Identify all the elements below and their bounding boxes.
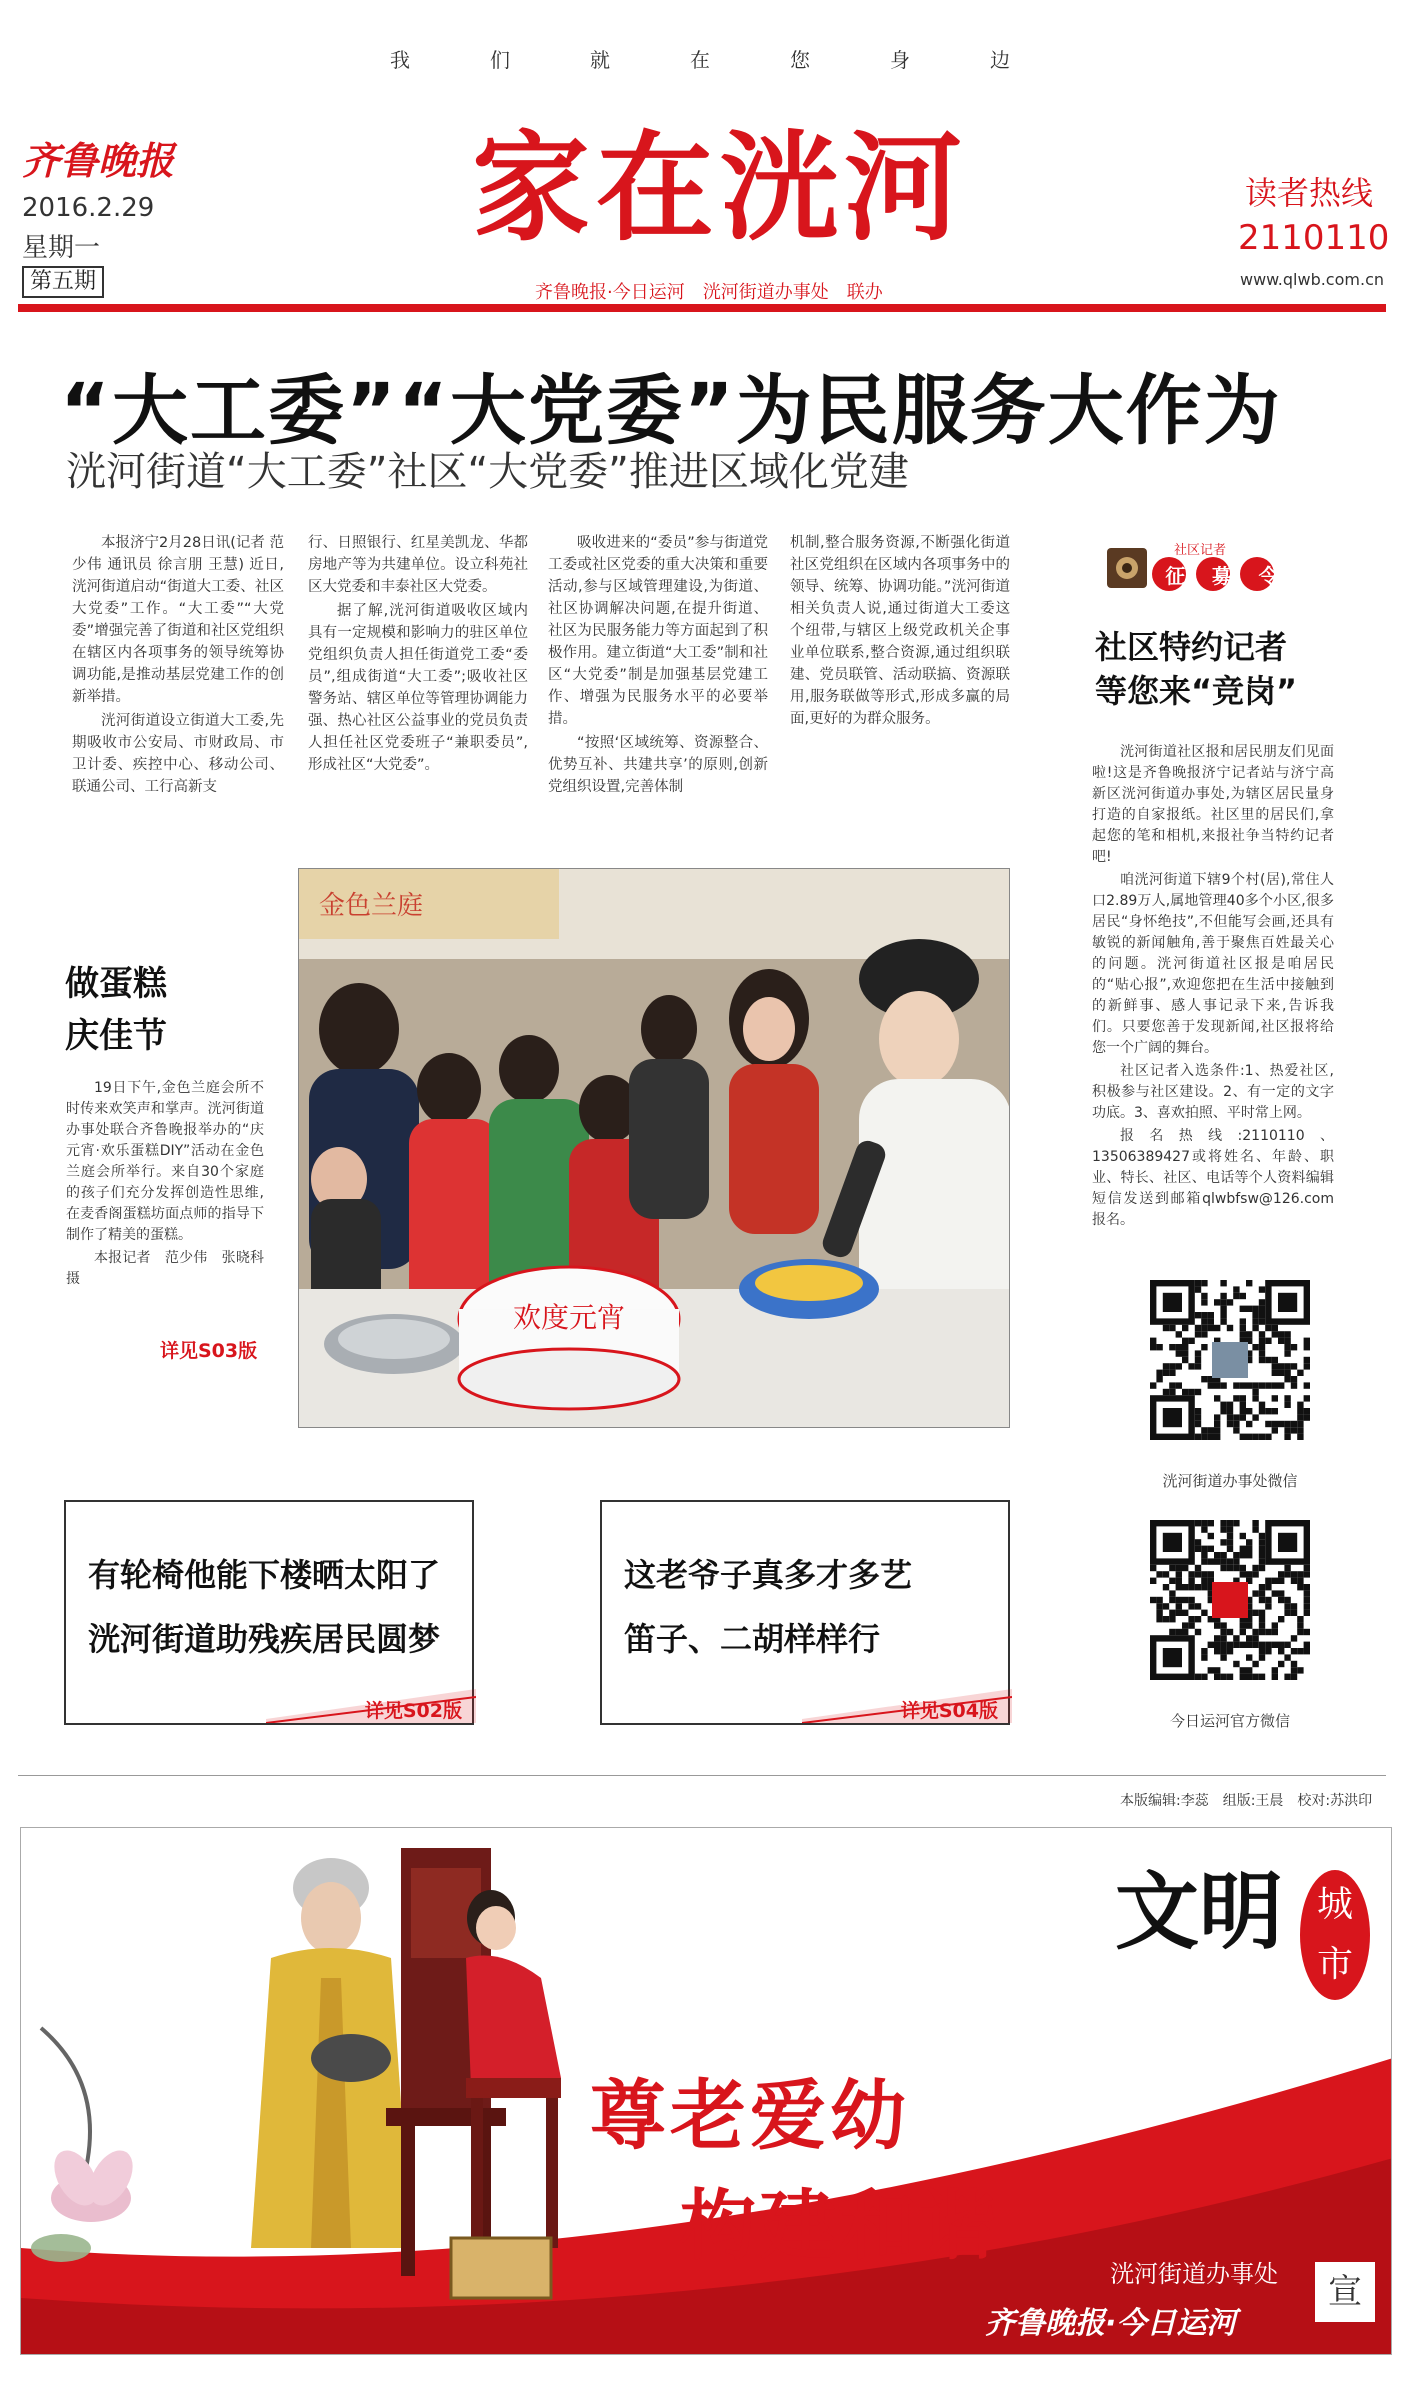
teaser-headline: 笛子、二胡样样行 xyxy=(624,1620,881,1658)
qr-caption-yunhe: 今日运河官方微信 xyxy=(1169,1712,1290,1730)
cake-title-line: 做蛋糕 xyxy=(65,964,167,1004)
masthead-partners: 齐鲁晚报·今日运河 洸河街道办事处 联办 xyxy=(535,282,883,303)
teaser-box-s04[interactable] xyxy=(600,1500,1010,1725)
qr-code-jiedao[interactable] xyxy=(1150,1280,1310,1440)
teaser-headline: 有轮椅他能下楼晒太阳了 xyxy=(88,1556,441,1594)
cake-title xyxy=(65,958,167,1062)
slogan-char: 您 xyxy=(790,48,810,72)
badge-char: 令 xyxy=(1258,564,1279,588)
photo-banner-text: 金色兰庭 xyxy=(319,891,424,921)
lead-paragraph: 本报济宁2月28日讯(记者 范少伟 通讯员 徐言朋 王慧) 近日,洸河街道启动“街道大工委、社区大党委”工作。“大工委”“大党委”增强完善了街道和社区党组织在辖区内各项事务的领导统筹协调功能,是推动基层党建工作的创新举措。 xyxy=(72,535,284,705)
ad-city-char xyxy=(1300,1875,1370,1995)
page-credits: 本版编辑:李蕊 组版:王晨 校对:苏洪印 xyxy=(1120,1793,1373,1809)
city-char: 城 xyxy=(1316,1884,1353,1925)
recruit-paragraph: 洸河街道社区报和居民朋友们见面啦!这是齐鲁晚报济宁记者站与济宁高新区洸河街道办事处,为辖区居民量身打造的自家报纸。社区里的居民们,拿起您的笔和相机,来报社争当特约记者吧! xyxy=(1092,744,1334,865)
recruit-badge xyxy=(1105,540,1295,596)
cake-story xyxy=(66,1078,278,1292)
ad-slogan-2: 构建和谐 xyxy=(680,2181,1000,2270)
cake-lettering: 欢度元宵 xyxy=(512,1301,626,1334)
recruit-title-line: 等您来“竞岗” xyxy=(1095,672,1298,710)
recruit-badge-big xyxy=(1152,560,1292,589)
recruit-title-line: 社区特约记者 xyxy=(1095,628,1288,666)
masthead-title: 家在洸河 xyxy=(471,118,968,257)
lead-subhead: 洸河街道“大工委”社区“大党委”推进区域化党建 xyxy=(66,449,909,495)
lead-column-3 xyxy=(548,532,768,800)
brand-logo: 齐鲁晚报 xyxy=(22,138,175,183)
teaser-box-s02[interactable] xyxy=(64,1500,474,1725)
slogan-char: 就 xyxy=(590,48,610,72)
issue-number: 第五期 xyxy=(22,266,104,298)
ad-brand: 齐鲁晚报·今日运河 xyxy=(985,2306,1237,2341)
qr-code-yunhe[interactable] xyxy=(1150,1520,1310,1680)
city-char: 市 xyxy=(1316,1944,1353,1985)
lead-paragraph: “按照‘区域统筹、资源整合、优势互补、共建共享’的原则,创新党组织设置,完善体制 xyxy=(548,735,768,795)
teaser-see-more[interactable]: 详见S02版 xyxy=(364,1700,462,1722)
lead-paragraph: 洸河街道设立街道大工委,先期吸收市公安局、市财政局、市卫计委、疾控中心、移动公司、联通公司、工行高新支 xyxy=(72,713,284,795)
hotline-label: 读者热线 xyxy=(1245,174,1374,212)
badge-char: 募 xyxy=(1211,564,1232,588)
ad-wenming: 文明 xyxy=(1115,1862,1284,1961)
issue-weekday: 星期一 xyxy=(22,233,101,263)
lead-column-4 xyxy=(790,532,1010,732)
ad-slogan-1: 尊老爱幼 xyxy=(590,2071,910,2160)
issue-date: 2016.2.29 xyxy=(22,193,155,223)
cake-see-more[interactable]: 详见S03版 xyxy=(160,1340,258,1362)
hotline-number: 2110110 xyxy=(1238,218,1390,258)
teaser-headline: 这老爷子真多才多艺 xyxy=(624,1556,913,1594)
lead-paragraph: 行、日照银行、红星美凯龙、华都房地产等为共建单位。设立科苑社区大党委和丰泰社区大党委。 xyxy=(308,535,528,595)
website-link[interactable]: www.qlwb.com.cn xyxy=(1240,270,1384,289)
lotus-painting xyxy=(31,2028,142,2262)
masthead-rule xyxy=(18,304,1386,312)
recruit-paragraph: 报名热线:2110110、13506389427或将姓名、年龄、职业、特长、社区、电话等个人资料编辑短信发送到邮箱qlwbfsw@126.com报名。 xyxy=(1092,1128,1334,1228)
slogan-char: 们 xyxy=(490,48,510,72)
cake-event-photo xyxy=(298,868,1010,1428)
recruit-paragraph: 咱洸河街道下辖9个村(居),常住人口2.89万人,属地管理40多个小区,很多居民“身怀绝技”,不但能写会画,还具有敏锐的新闻触角,善于聚焦百姓最关心的问题。洸河街道社区报是咱居民的“贴心报”,欢迎您把在生活中接触到的新鲜事、感人事记录下来,告诉我们。只要您善于发现新闻,社区报将给您一个广阔的舞台。 xyxy=(1092,872,1334,1056)
ad-organizer: 洸河街道办事处 xyxy=(1110,2260,1278,2288)
cake-paragraph: 19日下午,金色兰庭会所不时传来欢笑声和掌声。洸河街道办事处联合齐鲁晚报举办的“庆元宵·欢乐蛋糕DIY”活动在金色兰庭会所举行。来自30个家庭的孩子们充分发挥创造性思维,在麦香阁蛋糕坊面点师的指导下制作了精美的蛋糕。 xyxy=(66,1080,264,1243)
badge-char: 征 xyxy=(1165,564,1186,588)
slogan-char: 边 xyxy=(990,48,1010,72)
teaser-see-more[interactable]: 详见S04版 xyxy=(900,1700,998,1722)
cake-title-line: 庆佳节 xyxy=(65,1016,167,1056)
cake-byline: 本报记者 范少伟 张晓科 摄 xyxy=(66,1250,278,1287)
recruit-body xyxy=(1092,742,1334,1233)
lead-paragraph: 机制,整合服务资源,不断强化街道社区党组织在区域内各项事务中的领导、统筹、协调功能。”洸河街道相关负责人说,通过街道大工委这个纽带,与辖区上级党政机关企事业单位联系,整合资源,通过组织联建、党员联管、活动联搞、资源联用,服务联做等形式,形成多赢的局面,更好的为群众服务。 xyxy=(790,535,1010,727)
ad-city-seal xyxy=(1300,1870,1370,2000)
recruit-title xyxy=(1095,625,1325,713)
lead-column-2 xyxy=(308,532,528,778)
slogan-char: 身 xyxy=(890,48,910,72)
lead-paragraph: 据了解,洸河街道吸收区域内具有一定规模和影响力的驻区单位党组织负责人担任街道党工委“委员”,组成街道“大工委”;吸收社区警务站、辖区单位等管理协调能力强、热心社区公益事业的党员负责人担任社区党委班子“兼职委员”,形成社区“大党委”。 xyxy=(308,603,528,773)
recruit-paragraph: 社区记者入选条件:1、热爱社区,积极参与社区建设。2、有一定的文字功底。3、喜欢拍照、平时常上网。 xyxy=(1092,1063,1334,1121)
slogan-char: 我 xyxy=(390,48,410,72)
lead-headline: “大工委”“大党委”为民服务大作为 xyxy=(60,366,1282,455)
lead-paragraph: 吸收进来的“委员”参与街道党工委或社区党委的重大决策和重要活动,参与区域管理建设,为街道、社区协调解决问题,在提升街道、社区为民服务能力等方面起到了积极作用。建立街道“大工委”制和社区“大党委”制是加强基层党建工作、增强为民服务水平的必要举措。 xyxy=(548,535,768,727)
masthead-slogan xyxy=(390,44,1010,73)
section-divider xyxy=(18,1775,1386,1776)
qr-caption-jiedao: 洸河街道办事处微信 xyxy=(1162,1472,1298,1490)
teaser-headline: 洸河街道助残疾居民圆梦 xyxy=(88,1620,441,1658)
slogan-char: 在 xyxy=(690,48,710,72)
recruit-badge-small: 社区记者 xyxy=(1173,543,1227,558)
lead-column-1 xyxy=(72,532,284,800)
ad-xuan-seal: 宣 xyxy=(1315,2262,1375,2322)
